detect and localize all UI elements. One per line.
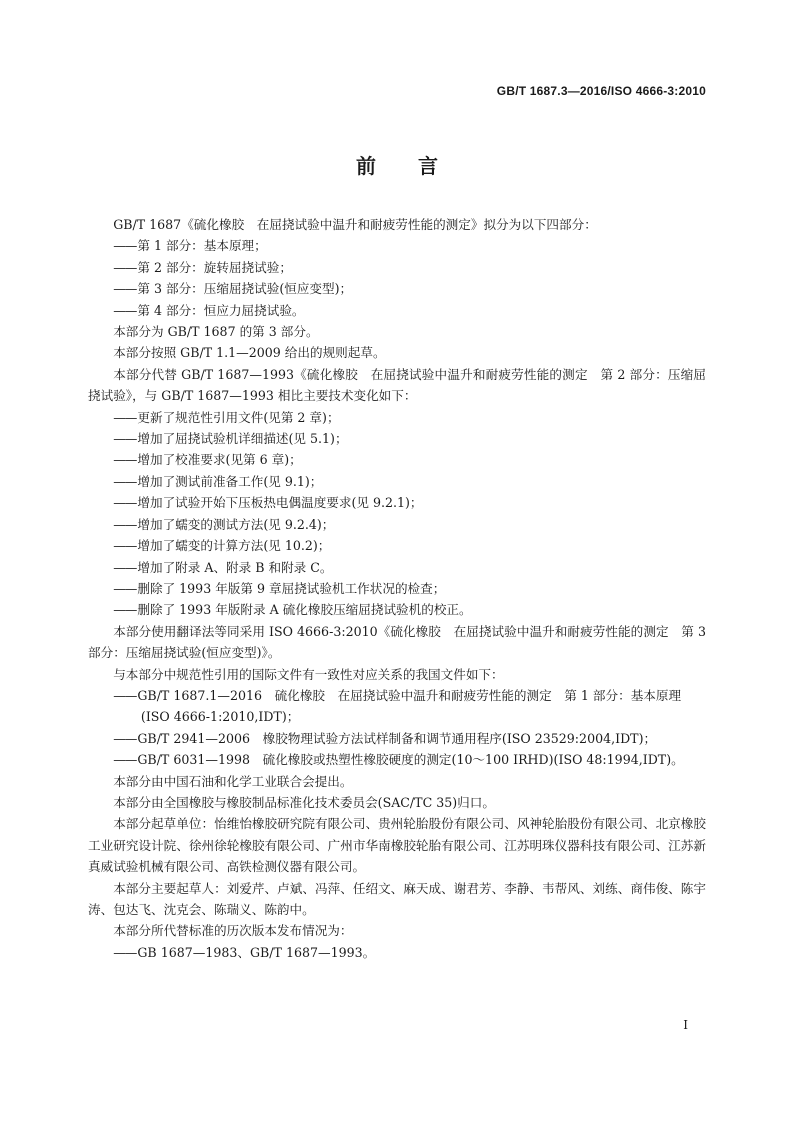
dash-bullet: —— <box>113 302 137 318</box>
list-item-text: 增加了屈挠试验机详细描述(见 5.1)； <box>137 431 348 447</box>
list-item <box>88 599 706 620</box>
dash-bullet: —— <box>113 473 137 489</box>
list-item <box>88 449 706 470</box>
page-number: I <box>683 1018 688 1032</box>
dash-bullet: —— <box>113 516 137 532</box>
body-paragraph <box>88 621 706 664</box>
list-item <box>88 578 706 599</box>
dash-bullet: —— <box>113 452 137 468</box>
list-item <box>88 407 706 428</box>
dash-bullet: —— <box>113 730 137 746</box>
body-paragraph <box>88 813 706 877</box>
list-item-text: 更新了规范性引用文件(见第 2 章)； <box>137 409 340 425</box>
paragraph-text: 本部分为 GB/T 1687 的第 3 部分。 <box>113 324 319 340</box>
dash-bullet: —— <box>113 431 137 447</box>
list-item-text: 增加了蠕变的测试方法(见 9.2.4)； <box>137 516 335 532</box>
body-paragraph <box>88 878 706 921</box>
paragraph-text: 与本部分中规范性引用的国际文件有一致性对应关系的我国文件如下： <box>113 666 504 682</box>
dash-bullet: —— <box>113 602 137 618</box>
list-item <box>88 685 706 728</box>
list-item-text: 增加了测试前准备工作(见 9.1)； <box>137 473 323 489</box>
page-title: 前言 <box>356 154 480 178</box>
dash-bullet: —— <box>113 687 137 703</box>
dash-bullet: —— <box>113 752 137 768</box>
list-item-text: 增加了试验开始下压板热电偶温度要求(见 9.2.1)； <box>137 495 423 511</box>
list-item-text: GB/T 2941—2006 橡胶物理试验方法试样制备和调节通用程序(ISO 23529:2004,IDT)； <box>137 730 657 746</box>
document-body <box>88 214 706 963</box>
dash-bullet: —— <box>113 259 137 275</box>
list-item <box>88 749 706 770</box>
list-item-text: GB/T 1687.1—2016 硫化橡胶 在屈挠试验中温升和耐疲劳性能的测定 第 1 部分：基本原理(ISO 4666-1:2010,IDT)； <box>137 687 682 725</box>
paragraph-text: 本部分主要起草人：刘爱芹、卢斌、冯萍、任绍文、麻天成、谢君芳、李静、韦帮风、刘练、商伟俊、陈宇涛、包达飞、沈克会、陈瑞义、陈韵中。 <box>88 880 706 917</box>
paragraph-text: 本部分由中国石油和化学工业联合会提出。 <box>113 773 353 789</box>
standard-code: GB/T 1687.3—2016/ISO 4666-3:2010 <box>496 84 706 98</box>
list-item <box>88 514 706 535</box>
list-item-text: 增加了蠕变的计算方法(见 10.2)； <box>137 538 331 554</box>
body-paragraph <box>88 771 706 792</box>
list-item-text: 第 4 部分：恒应力屈挠试验。 <box>137 302 305 318</box>
paragraph-text: 本部分代替 GB/T 1687—1993《硫化橡胶 在屈挠试验中温升和耐疲劳性能的测定 第 2 部分：压缩屈挠试验》，与 GB/T 1687—1993 相比主要技术变化如下： <box>88 366 706 404</box>
paragraph-text: 本部分起草单位：怡维怡橡胶研究院有限公司、贵州轮胎股份有限公司、风神轮胎股份有限公司、北京橡胶工业研究设计院、徐州徐轮橡胶有限公司、广州市华南橡胶轮胎有限公司、江苏明珠仪器科技有限公司、江苏新真威试验机械有限公司、高铁检测仪器有限公司。 <box>88 816 706 875</box>
list-item <box>88 492 706 513</box>
body-paragraph <box>88 321 706 342</box>
list-item-text: 删除了 1993 年版第 9 章屈挠试验机工作状况的检查； <box>137 580 446 596</box>
dash-bullet: —— <box>113 281 137 297</box>
list-item <box>88 257 706 278</box>
list-item-text: 第 2 部分：旋转屈挠试验； <box>137 259 292 275</box>
list-item <box>88 557 706 578</box>
dash-bullet: —— <box>113 559 137 575</box>
list-item-text: 删除了 1993 年版附录 A 硫化橡胶压缩屈挠试验机的校正。 <box>137 602 472 618</box>
body-paragraph <box>88 364 706 407</box>
list-item-text: GB/T 6031—1998 硫化橡胶或热塑性橡胶硬度的测定(10～100 IRHD)(ISO 48:1994,IDT)。 <box>137 752 684 768</box>
body-paragraph <box>88 214 706 235</box>
list-item <box>88 728 706 749</box>
list-item-text: GB 1687—1983、GB/T 1687—1993。 <box>137 944 376 960</box>
list-item-text: 增加了校准要求(见第 6 章)； <box>137 452 302 468</box>
body-paragraph <box>88 342 706 363</box>
paragraph-text: 本部分所代替标准的历次版本发布情况为： <box>113 923 353 939</box>
body-paragraph <box>88 664 706 685</box>
dash-bullet: —— <box>113 238 137 254</box>
list-item-text: 第 1 部分：基本原理； <box>137 238 267 254</box>
list-item-text: 第 3 部分：压缩屈挠试验(恒应变型)； <box>137 281 353 297</box>
list-item <box>88 942 706 963</box>
list-item <box>88 428 706 449</box>
list-item <box>88 300 706 321</box>
dash-bullet: —— <box>113 538 137 554</box>
body-paragraph <box>88 920 706 941</box>
paragraph-text: 本部分由全国橡胶与橡胶制品标准化技术委员会(SAC/TC 35)归口。 <box>113 794 495 810</box>
list-item-text: 增加了附录 A、附录 B 和附录 C。 <box>137 559 333 575</box>
list-item <box>88 471 706 492</box>
list-item <box>88 235 706 256</box>
dash-bullet: —— <box>113 944 137 960</box>
dash-bullet: —— <box>113 409 137 425</box>
paragraph-text: GB/T 1687《硫化橡胶 在屈挠试验中温升和耐疲劳性能的测定》拟分为以下四部分： <box>113 217 597 232</box>
list-item <box>88 535 706 556</box>
dash-bullet: —— <box>113 580 137 596</box>
dash-bullet: —— <box>113 495 137 511</box>
paragraph-text: 本部分按照 GB/T 1.1—2009 给出的规则起草。 <box>113 345 386 361</box>
paragraph-text: 本部分使用翻译法等同采用 ISO 4666-3:2010《硫化橡胶 在屈挠试验中温升和耐疲劳性能的测定 第 3 部分：压缩屈挠试验(恒应变型)》。 <box>88 623 706 661</box>
list-item <box>88 278 706 299</box>
body-paragraph <box>88 792 706 813</box>
